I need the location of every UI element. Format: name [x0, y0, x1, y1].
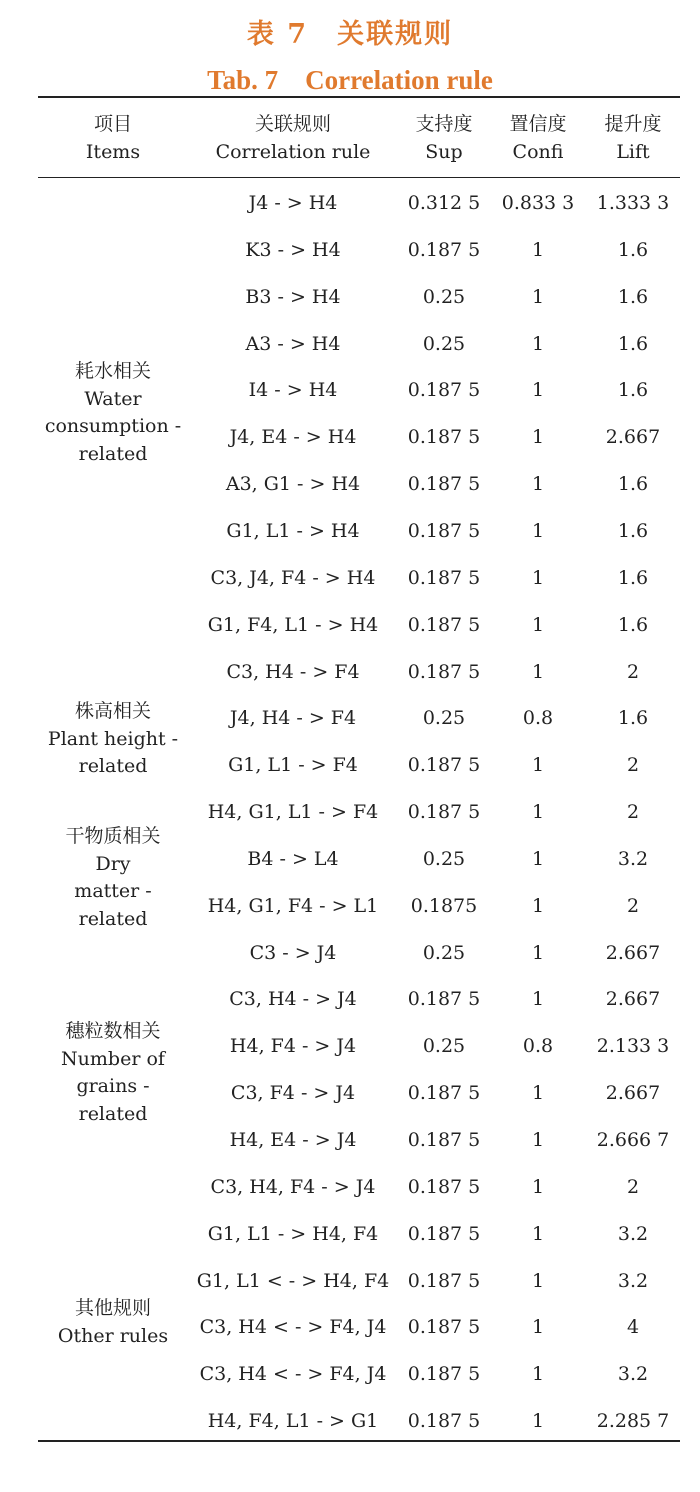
cell-conf: 1: [531, 1410, 545, 1433]
cell-rule: C3, F4 - > J4: [230, 1082, 356, 1105]
cell-lift: 3.2: [617, 1222, 649, 1245]
cell-rule: G1, L1 - > H4: [226, 519, 360, 542]
group-label-line: Dry: [95, 852, 131, 875]
cell-rule: H4, F4, L1 - > G1: [207, 1410, 379, 1433]
cell-conf: 1: [531, 988, 545, 1011]
cell-sup: 0.187 5: [407, 1316, 481, 1339]
cell-conf: 1: [531, 379, 545, 402]
cell-lift: 1.333 3: [596, 192, 670, 214]
cell-lift: 1.6: [617, 285, 649, 308]
cell-conf: 1: [531, 1222, 545, 1245]
cell-rule: H4, G1, L1 - > F4: [207, 801, 379, 824]
header-rule: [188, 110, 398, 166]
cell-rule: H4, G1, F4 - > L1: [207, 894, 379, 917]
cell-lift: 1.6: [617, 707, 649, 730]
group-label-line: matter -: [74, 880, 152, 902]
cell-lift: 1.6: [617, 566, 649, 589]
table-row: [0, 976, 700, 1022]
cell-conf: 1: [531, 847, 545, 870]
cell-lift: 1.6: [617, 379, 649, 402]
cell-sup: 0.187 5: [407, 473, 481, 496]
cell-lift: 2: [626, 754, 640, 777]
group-label-line: related: [78, 755, 148, 777]
cell-lift: 1.6: [617, 332, 649, 355]
header-lift: [586, 110, 680, 166]
cell-rule: H4, F4 - > J4: [229, 1035, 357, 1058]
group-label-line: 干物质相关: [65, 825, 161, 847]
cell-sup: 0.25: [422, 941, 466, 964]
header-sup: [398, 110, 490, 166]
header-lift-cn: 提升度: [604, 113, 662, 135]
cell-lift: 2: [626, 660, 640, 683]
cell-lift: 2.666 7: [596, 1129, 670, 1151]
header-sup-en: Sup: [425, 141, 463, 163]
cell-sup: 0.25: [422, 285, 466, 308]
cell-sup: 0.187 5: [407, 660, 481, 683]
cell-sup: 0.25: [422, 1035, 466, 1058]
header-sup-cn: 支持度: [415, 113, 473, 135]
cell-lift: 2.667: [605, 941, 661, 964]
table-row: [0, 1211, 700, 1257]
cell-conf: 1: [531, 941, 545, 964]
table-row: [0, 1164, 700, 1210]
cell-rule: C3, H4 - > J4: [229, 988, 357, 1011]
cell-rule: I4 - > H4: [248, 379, 338, 402]
group-other-rules: [38, 1295, 188, 1350]
cell-conf: 1: [531, 801, 545, 824]
cell-conf: 1: [531, 1316, 545, 1339]
cell-sup: 0.187 5: [407, 1269, 481, 1292]
cell-rule: C3, H4 - > F4: [226, 660, 360, 683]
cell-sup: 0.187 5: [407, 1129, 481, 1151]
cell-conf: 0.8: [522, 1035, 554, 1058]
cell-rule: A3, G1 - > H4: [225, 473, 361, 496]
table-row: [0, 555, 700, 601]
cell-lift: 1.6: [617, 613, 649, 636]
cell-lift: 2: [626, 801, 640, 824]
cell-sup: 0.187 5: [407, 1410, 481, 1433]
cell-sup: 0.25: [422, 707, 466, 730]
header-rule-cn: 关联规则: [254, 113, 331, 135]
cell-sup: 0.187 5: [407, 379, 481, 402]
cell-conf: 1: [531, 613, 545, 636]
group-water-consumption: [38, 358, 188, 468]
group-label-line: Plant height -: [47, 727, 179, 750]
table-row: [0, 1398, 700, 1444]
cell-sup: 0.25: [422, 847, 466, 870]
cell-rule: H4, E4 - > J4: [229, 1129, 357, 1151]
table-top-rule: [38, 96, 680, 98]
group-dry-matter: [38, 823, 188, 933]
cell-lift: 2.667: [605, 1082, 661, 1105]
header-items-cn: 项目: [93, 113, 132, 135]
cell-sup: 0.312 5: [407, 192, 481, 214]
header-rule-line: [38, 177, 680, 178]
cell-lift: 2.667: [605, 988, 661, 1011]
header-items-en: Items: [85, 141, 141, 163]
cell-sup: 0.187 5: [407, 238, 481, 261]
cell-conf: 0.833 3: [501, 192, 575, 214]
table-row: [0, 602, 700, 648]
cell-sup: 0.187 5: [407, 566, 481, 589]
cell-lift: 2: [626, 1175, 640, 1198]
table-row: [0, 227, 700, 273]
cell-rule: C3, H4 < - > F4, J4: [199, 1316, 387, 1339]
group-label-line: Water: [84, 387, 142, 410]
cell-conf: 1: [531, 754, 545, 777]
header-rule-en: Correlation rule: [215, 141, 371, 163]
cell-lift: 3.2: [617, 1363, 649, 1386]
cell-rule: C3, H4, F4 - > J4: [210, 1175, 376, 1198]
cell-conf: 1: [531, 1129, 545, 1151]
cell-rule: C3, H4 < - > F4, J4: [199, 1363, 387, 1386]
group-label-line: 株高相关: [74, 700, 151, 722]
cell-lift: 3.2: [617, 1269, 649, 1292]
cell-rule: G1, L1 < - > H4, F4: [196, 1269, 390, 1292]
table-row: [0, 180, 700, 226]
group-label-line: 耗水相关: [74, 360, 151, 382]
header-conf-cn: 置信度: [509, 113, 567, 135]
cell-lift: 4: [626, 1316, 640, 1339]
group-label-line: related: [78, 907, 148, 930]
cell-sup: 0.187 5: [407, 801, 481, 824]
table-row: [0, 274, 700, 320]
cell-sup: 0.187 5: [407, 519, 481, 542]
cell-sup: 0.187 5: [407, 988, 481, 1011]
cell-conf: 1: [531, 1175, 545, 1198]
cell-lift: 1.6: [617, 519, 649, 542]
cell-conf: 1: [531, 1269, 545, 1292]
cell-sup: 0.25: [422, 332, 466, 355]
cell-rule: G1, L1 - > F4: [228, 754, 358, 777]
header-lift-en: Lift: [616, 141, 650, 163]
cell-rule: B4 - > L4: [247, 847, 339, 870]
group-label-line: related: [78, 1102, 148, 1125]
cell-conf: 1: [531, 1082, 545, 1105]
cell-lift: 3.2: [617, 847, 649, 870]
cell-rule: C3 - > J4: [249, 941, 337, 964]
cell-sup: 0.187 5: [407, 613, 481, 636]
group-plant-height: [38, 698, 188, 781]
table-row: [0, 930, 700, 976]
cell-conf: 1: [531, 332, 545, 355]
group-grain-number: [38, 1018, 188, 1128]
cell-lift: 2: [626, 894, 640, 917]
cell-conf: 1: [531, 1363, 545, 1386]
cell-conf: 1: [531, 473, 545, 496]
cell-conf: 1: [531, 894, 545, 917]
cell-lift: 2.133 3: [596, 1035, 670, 1058]
table-row: [0, 1351, 700, 1397]
cell-rule: J4, E4 - > H4: [229, 426, 357, 449]
group-label-line: consumption -: [44, 415, 182, 437]
cell-sup: 0.187 5: [407, 426, 481, 449]
cell-sup: 0.187 5: [407, 1082, 481, 1105]
table-row: [0, 649, 700, 695]
cell-rule: A3 - > H4: [245, 332, 341, 355]
table-row: [0, 508, 700, 554]
cell-conf: 1: [531, 519, 545, 542]
cell-conf: 1: [531, 285, 545, 308]
cell-lift: 1.6: [617, 473, 649, 496]
cell-conf: 1: [531, 238, 545, 261]
cell-rule: G1, L1 - > H4, F4: [207, 1222, 379, 1245]
table-title-cn: 表 7 关联规则: [246, 19, 454, 50]
group-label-line: related: [78, 442, 148, 465]
group-label-line: 其他规则: [74, 1297, 151, 1319]
header-conf: [490, 110, 586, 166]
cell-rule: B3 - > H4: [245, 285, 341, 308]
cell-sup: 0.1875: [410, 894, 478, 917]
cell-sup: 0.187 5: [407, 754, 481, 777]
cell-conf: 0.8: [522, 707, 554, 730]
cell-conf: 1: [531, 660, 545, 683]
cell-rule: J4 - > H4: [248, 192, 338, 214]
table-title-en: Tab. 7 Correlation rule: [207, 65, 493, 95]
header-items: [38, 110, 188, 166]
cell-conf: 1: [531, 426, 545, 449]
header-conf-en: Confi: [512, 141, 564, 163]
group-label-line: grains -: [76, 1075, 150, 1097]
cell-rule: K3 - > H4: [245, 238, 341, 261]
cell-rule: G1, F4, L1 - > H4: [207, 613, 379, 636]
cell-sup: 0.187 5: [407, 1222, 481, 1245]
cell-conf: 1: [531, 566, 545, 589]
cell-rule: J4, H4 - > F4: [229, 707, 357, 730]
table-bottom-rule: [38, 1440, 680, 1442]
cell-sup: 0.187 5: [407, 1175, 481, 1198]
cell-lift: 1.6: [617, 238, 649, 261]
group-label-line: Number of: [61, 1047, 165, 1070]
cell-lift: 2.285 7: [596, 1410, 670, 1433]
cell-lift: 2.667: [605, 426, 661, 449]
cell-rule: C3, J4, F4 - > H4: [210, 566, 376, 589]
group-label-line: 穗粒数相关: [65, 1020, 161, 1042]
group-label-line: Other rules: [57, 1324, 169, 1347]
cell-sup: 0.187 5: [407, 1363, 481, 1386]
